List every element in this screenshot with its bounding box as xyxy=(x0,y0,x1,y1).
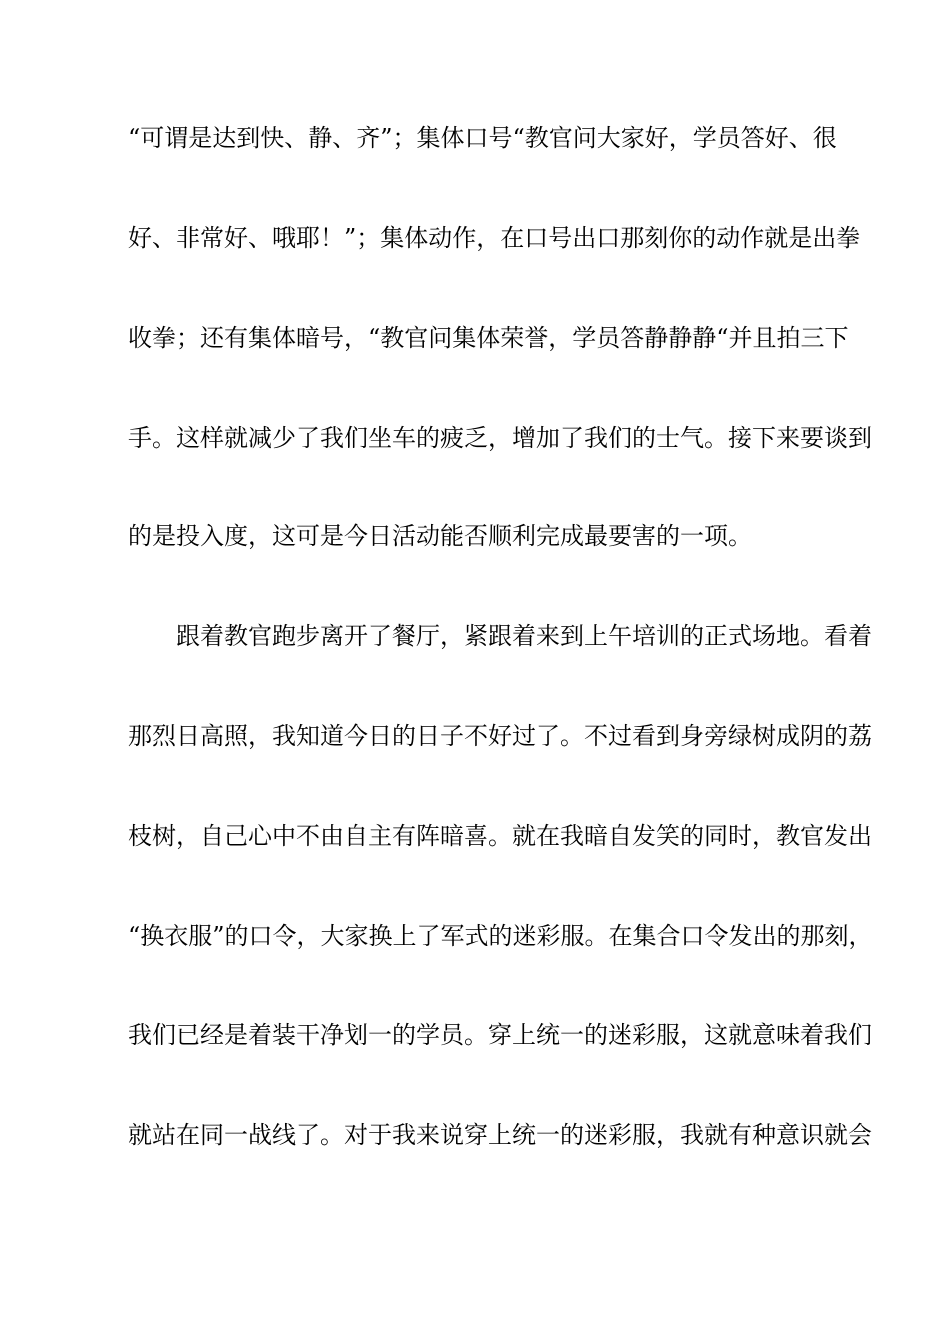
text-line: “可谓是达到快、静、齐”；集体口号“教官问大家好，学员答好、很 xyxy=(128,124,837,152)
text-line: 好、非常好、哦耶！”；集体动作，在口号出口那刻你的动作就是出拳 xyxy=(128,224,861,252)
text-line: 我们已经是着装干净划一的学员。穿上统一的迷彩服，这就意味着我们 xyxy=(128,1021,872,1049)
text-line: 的是投入度，这可是今日活动能否顺利完成最要害的一项。 xyxy=(128,522,752,550)
text-line: “换衣服”的口令，大家换上了军式的迷彩服。在集合口令发出的那刻， xyxy=(128,922,873,950)
text-line: 枝树，自己心中不由自主有阵暗喜。就在我暗自发笑的同时，教官发出 xyxy=(128,822,872,850)
text-line: 那烈日高照，我知道今日的日子不好过了。不过看到身旁绿树成阴的荔 xyxy=(128,722,872,750)
text-line: 收拳；还有集体暗号，“教官问集体荣誉，学员答静静静“并且拍三下 xyxy=(128,324,849,352)
text-line: 手。这样就减少了我们坐车的疲乏，增加了我们的士气。接下来要谈到 xyxy=(128,424,872,452)
text-line: 就站在同一战线了。对于我来说穿上统一的迷彩服，我就有种意识就会 xyxy=(128,1121,872,1149)
text-line: 跟着教官跑步离开了餐厅，紧跟着来到上午培训的正式场地。看着 xyxy=(176,622,872,650)
